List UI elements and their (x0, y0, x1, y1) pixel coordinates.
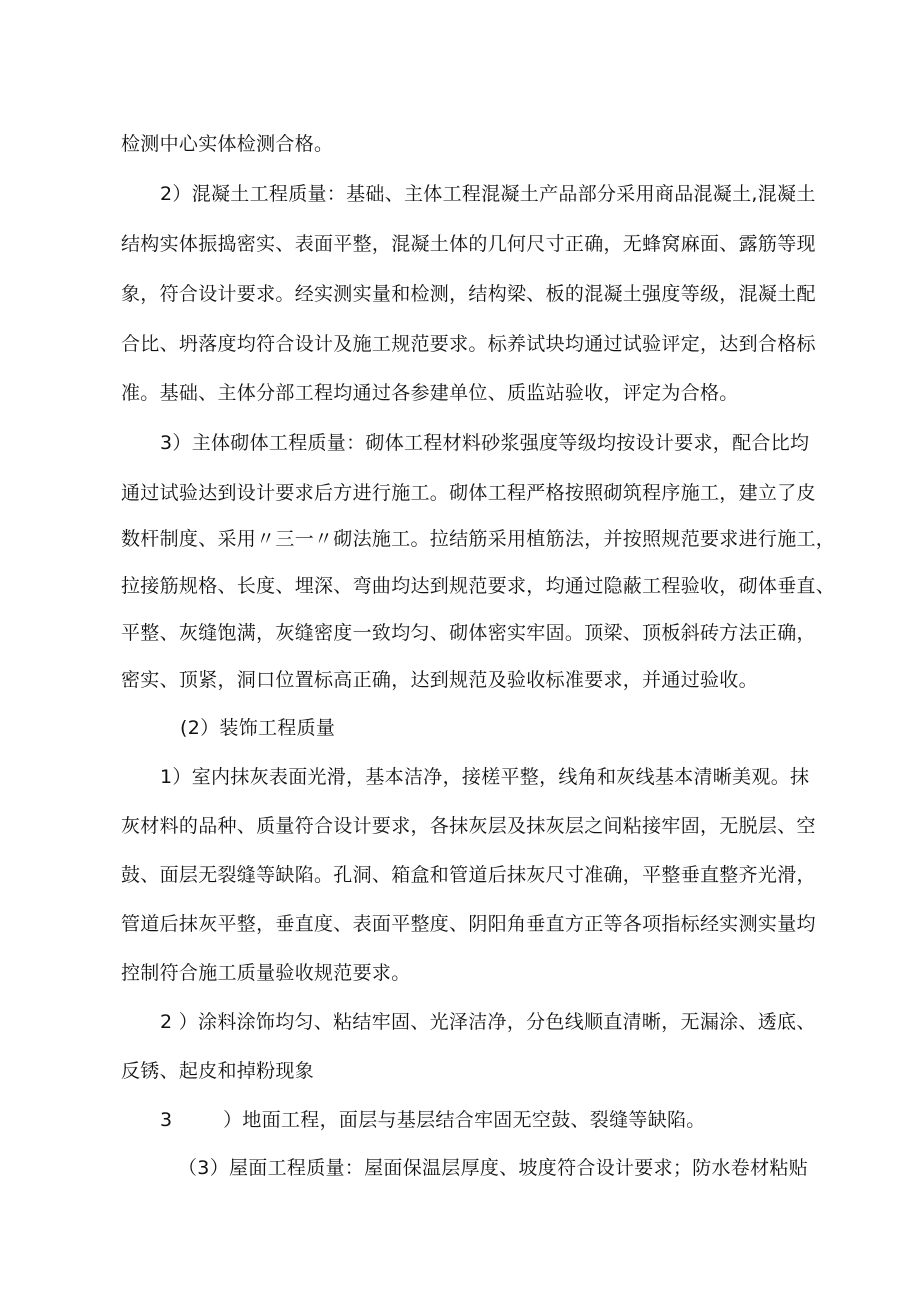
paragraph-line: 控制符合施工质量验收规范要求。 (121, 962, 411, 984)
section-heading: (2）装饰工程质量 (180, 717, 336, 739)
paragraph-line: 合比、坍落度均符合设计及施工规范要求。标养试块均通过试验评定，达到合格标 (121, 333, 816, 355)
paragraph-line: 2）混凝土工程质量：基础、主体工程混凝土产品部分采用商品混凝土,混凝土 (160, 183, 816, 205)
section-heading: （3）屋面工程质量：屋面保温层厚度、坡度符合设计要求；防水卷材粘贴 (178, 1157, 808, 1179)
paragraph-line: 数杆制度、采用〃三一〃砌法施工。拉结筋采用植筋法，并按照规范要求进行施工， (121, 528, 836, 550)
paragraph-line: 密实、顶紧，洞口位置标高正确，达到规范及验收标准要求，并通过验收。 (121, 669, 758, 691)
paragraph-line: 鼓、面层无裂缝等缺陷。孔洞、箱盒和管道后抹灰尺寸准确，平整垂直整齐光滑， (121, 864, 816, 886)
paragraph-line: 通过试验达到设计要求后方进行施工。砌体工程严格按照砌筑程序施工，建立了皮 (121, 482, 816, 504)
paragraph-line: 检测中心实体检测合格。 (121, 133, 334, 155)
paragraph-line: 结构实体振捣密实、表面平整，混凝土体的几何尺寸正确，无蜂窝麻面、露筋等现 (121, 233, 816, 255)
paragraph-line: 2 ）涂料涂饰均匀、粘结牢固、光泽洁净，分色线顺直清晰，无漏涂、透底、 (160, 1011, 816, 1033)
paragraph-line: 平整、灰缝饱满，灰缝密度一致均匀、砌体密实牢固。顶梁、顶板斜砖方法正确， (121, 622, 816, 644)
paragraph-line: 灰材料的品种、质量符合设计要求，各抹灰层及抹灰层之间粘接牢固，无脱层、空 (121, 815, 816, 837)
paragraph-line: 管道后抹灰平整，垂直度、表面平整度、阴阳角垂直方正等各项指标经实测实量均 (121, 913, 816, 935)
paragraph-line: 3 ）地面工程，面层与基层结合牢固无空鼓、裂缝等缺陷。 (160, 1109, 706, 1131)
paragraph-line: 拉接筋规格、长度、埋深、弯曲均达到规范要求，均通过隐蔽工程验收，砌体垂直、 (121, 575, 836, 597)
paragraph-line: 3）主体砌体工程质量：砌体工程材料砂浆强度等级均按设计要求，配合比均 (160, 432, 810, 454)
paragraph-line: 象，符合设计要求。经实测实量和检测，结构梁、板的混凝土强度等级，混凝土配 (121, 283, 816, 305)
paragraph-line: 反锈、起皮和掉粉现象 (121, 1060, 315, 1082)
paragraph-line: 准。基础、主体分部工程均通过各参建单位、质监站验收，评定为合格。 (121, 382, 739, 404)
paragraph-line: 1）室内抹灰表面光滑，基本洁净，接槎平整，线角和灰线基本清晰美观。抹 (160, 766, 810, 788)
